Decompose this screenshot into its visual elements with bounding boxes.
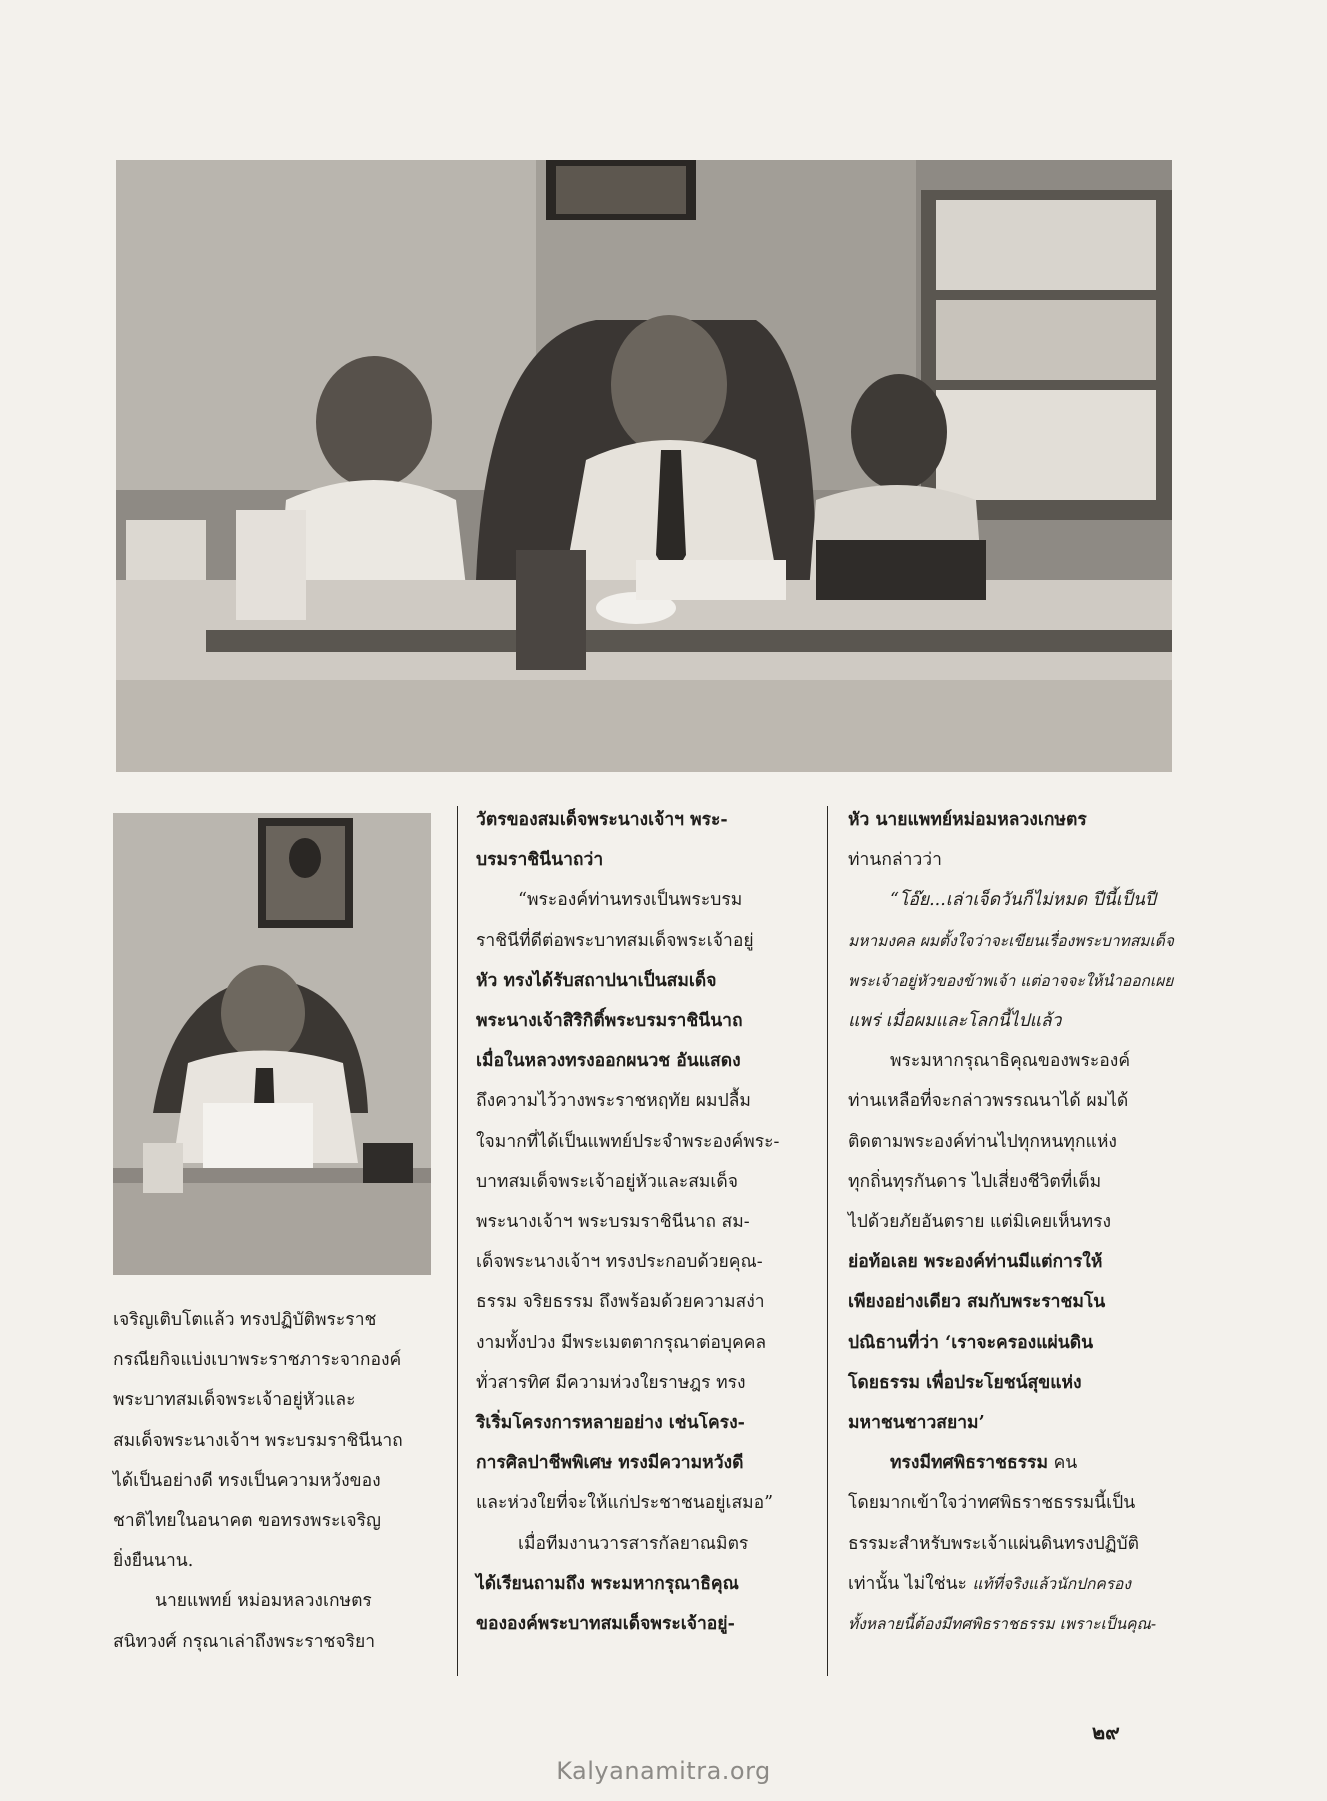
text-line — [848, 1443, 1170, 1483]
text-fragment: แท้ที่จริงแล้วนักปกครอง — [972, 1574, 1131, 1593]
text-line: โดยมากเข้าใจว่าทศพิธราชธรรมนี้เป็น — [848, 1493, 1136, 1514]
text-line: ใจมากที่ได้เป็นแพทย์ประจำพระองค์พระ- — [476, 1131, 780, 1152]
text-line: และห่วงใยที่จะให้แก่ประชาชนอยู่เสมอ” — [476, 1493, 774, 1514]
text-line: ไปด้วยภัยอันตราย แต่มิเคยเห็นทรง — [848, 1212, 1112, 1233]
text-line: เมื่อทีมงานวารสารกัลยาณมิตร — [518, 1533, 749, 1554]
page-number: ๒๙ — [1092, 1720, 1120, 1744]
text-line: ธรรม จริยธรรม ถึงพร้อมด้วยความสง่า — [476, 1292, 765, 1313]
watermark: Kalyanamitra.org — [556, 1757, 771, 1785]
text-line: การศิลปาชีพพิเศษ ทรงมีความหวังดี — [476, 1453, 744, 1474]
column-divider — [827, 806, 828, 1676]
text-line: บาทสมเด็จพระเจ้าอยู่หัวและสมเด็จ — [476, 1171, 739, 1192]
text-fragment: คน — [1053, 1453, 1078, 1474]
text-line: ยิ่งยืนนาน. — [113, 1551, 194, 1572]
text-line: ธรรมะสำหรับพระเจ้าแผ่นดินทรงปฏิบัติ — [848, 1533, 1139, 1554]
text-line: หัว นายแพทย์หม่อมหลวงเกษตร — [848, 810, 1087, 830]
text-line: พระนางเจ้าฯ พระบรมราชินีนาถ สม- — [476, 1212, 750, 1233]
text-line: เมื่อในหลวงทรงออกผนวช อันแสดง — [476, 1051, 741, 1072]
text-line: สนิทวงศ์ กรุณาเล่าถึงพระราชจริยา — [113, 1631, 376, 1652]
doctor-portrait-photo-art — [113, 813, 431, 1275]
text-line: ทั้งหลายนี้ต้องมีทศพิธราชธรรม เพราะเป็นคุณ- — [848, 1615, 1157, 1634]
text-line: พระมหากรุณาธิคุณของพระองค์ — [890, 1051, 1131, 1072]
text-line: ราชินีที่ดีต่อพระบาทสมเด็จพระเจ้าอยู่ — [476, 930, 754, 951]
doctor-portrait-photo — [113, 813, 431, 1275]
office-group-photo-art — [116, 160, 1172, 772]
text-line: กรณียกิจแบ่งเบาพระราชภาระจากองค์ — [113, 1350, 402, 1371]
text-line: สมเด็จพระนางเจ้าฯ พระบรมราชินีนาถ — [113, 1430, 403, 1451]
text-line: “โอ๊ย...เล่าเจ็ดวันก็ไม่หมด ปีนี้เป็นปี — [890, 890, 1156, 911]
text-line — [848, 1564, 1170, 1604]
text-line: บรมราชินีนาถว่า — [476, 850, 604, 871]
article-column-1 — [113, 1300, 431, 1662]
text-line: ทุกถิ่นทุรกันดาร ไปเสี่ยงชีวิตที่เต็ม — [848, 1171, 1102, 1192]
text-line: ท่านกล่าวว่า — [848, 850, 942, 871]
text-line: พระเจ้าอยู่หัวของข้าพเจ้า แต่อาจจะให้นำออกเผย — [848, 971, 1174, 990]
text-line: ท่านเหลือที่จะกล่าวพรรณนาได้ ผมได้ — [848, 1091, 1129, 1112]
text-line: ชาติไทยในอนาคต ขอทรงพระเจริญ — [113, 1511, 381, 1532]
text-line: นายแพทย์ หม่อมหลวงเกษตร — [155, 1591, 372, 1612]
text-line: โดยธรรม เพื่อประโยชน์สุขแห่ง — [848, 1372, 1082, 1393]
text-line: ติดตามพระองค์ท่านไปทุกหนทุกแห่ง — [848, 1131, 1117, 1152]
text-line: เจริญเติบโตแล้ว ทรงปฏิบัติพระราช — [113, 1310, 377, 1330]
text-line: ทั่วสารทิศ มีความห่วงใยราษฎร ทรง — [476, 1372, 746, 1393]
text-line: งามทั้งปวง มีพระเมตตากรุณาต่อบุคคล — [476, 1332, 767, 1353]
text-line: พระบาทสมเด็จพระเจ้าอยู่หัวและ — [113, 1390, 356, 1411]
text-line: ถึงความไว้วางพระราชหฤทัย ผมปลื้ม — [476, 1091, 751, 1112]
article-column-3 — [848, 800, 1174, 1644]
text-fragment: ทรงมีทศพิธราชธรรม — [890, 1453, 1048, 1474]
text-line: เพียงอย่างเดียว สมกับพระราชมโน — [848, 1292, 1106, 1313]
text-line: เด็จพระนางเจ้าฯ ทรงประกอบด้วยคุณ- — [476, 1252, 763, 1273]
text-line: ปณิธานที่ว่า ‘เราจะครองแผ่นดิน — [848, 1332, 1094, 1353]
text-line: ได้เป็นอย่างดี ทรงเป็นความหวังของ — [113, 1470, 381, 1491]
text-line: ริเริ่มโครงการหลายอย่าง เช่นโครง- — [476, 1413, 745, 1434]
text-line: พระนางเจ้าสิริกิติ์พระบรมราชินีนาถ — [476, 1011, 743, 1032]
text-line: “พระองค์ท่านทรงเป็นพระบรม — [518, 890, 743, 911]
text-line: แพร่ เมื่อผมและโลกนี้ไปแล้ว — [848, 1011, 1062, 1032]
text-line: ขององค์พระบาทสมเด็จพระเจ้าอยู่- — [476, 1614, 735, 1635]
office-group-photo — [116, 160, 1172, 772]
article-column-2 — [476, 800, 796, 1644]
text-line: มหามงคล ผมตั้งใจว่าจะเขียนเรื่องพระบาทสมเด็จ — [848, 931, 1174, 950]
text-fragment: เท่านั้น ไม่ใช่นะ — [848, 1573, 967, 1594]
text-line: วัตรของสมเด็จพระนางเจ้าฯ พระ- — [476, 810, 728, 830]
text-line: ย่อท้อเลย พระองค์ท่านมีแต่การให้ — [848, 1252, 1103, 1273]
text-line: ได้เรียนถามถึง พระมหากรุณาธิคุณ — [476, 1573, 739, 1594]
text-line: หัว ทรงได้รับสถาปนาเป็นสมเด็จ — [476, 970, 717, 991]
column-divider — [457, 806, 458, 1676]
text-line: มหาชนชาวสยาม’ — [848, 1413, 985, 1434]
